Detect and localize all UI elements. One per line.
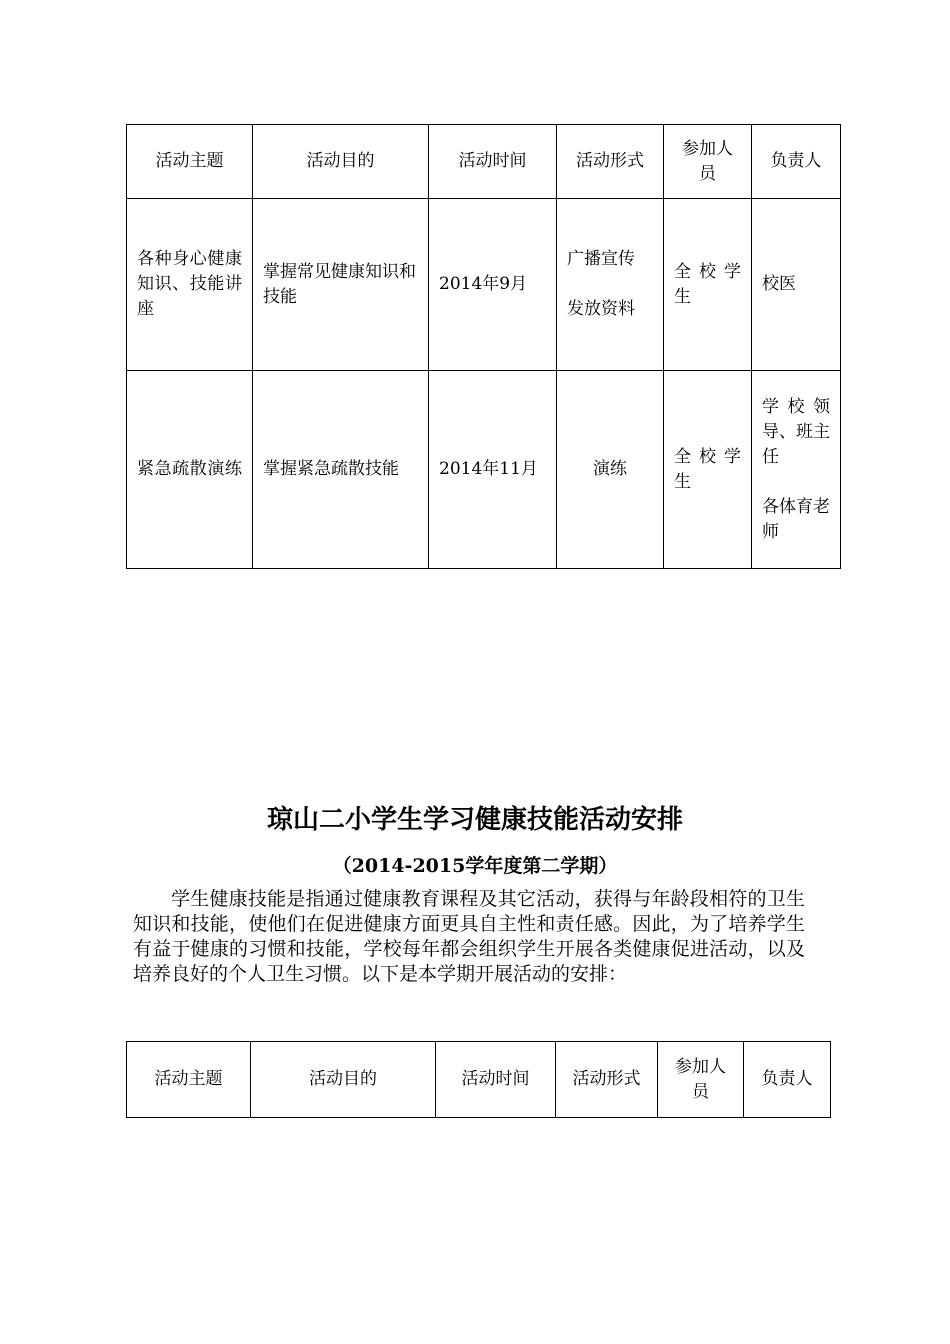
purpose-cell: 掌握常见健康知识和技能 [253, 199, 429, 371]
participants-cell: 全校学生 [664, 199, 752, 371]
form-line: 演练 [593, 459, 627, 479]
leader-line: 学校领导、班主任 [762, 396, 830, 467]
leader-line: 校医 [762, 274, 796, 294]
theme-cell: 紧急疏散演练 [127, 371, 253, 569]
header-cell: 负责人 [744, 1042, 831, 1118]
header-cell: 活动主题 [127, 125, 253, 199]
form-cell [557, 371, 664, 569]
form-cell [557, 199, 664, 371]
header-cell: 活动目的 [251, 1042, 436, 1118]
page-title: 琼山二小学生学习健康技能活动安排 [266, 805, 683, 835]
header-cell: 活动时间 [436, 1042, 556, 1118]
time-cell: 2014年9月 [429, 199, 557, 371]
header-cell: 负责人 [752, 125, 841, 199]
leader-cell [752, 199, 841, 371]
schedule-table-1 [126, 124, 841, 569]
header-cell: 参加人员 [658, 1042, 744, 1118]
purpose-cell: 掌握紧急疏散技能 [253, 371, 429, 569]
leader-cell [752, 371, 841, 569]
header-cell: 活动形式 [556, 1042, 658, 1118]
schedule-table-2 [126, 1041, 831, 1118]
header-cell: 活动形式 [557, 125, 664, 199]
participants-cell: 全校学生 [664, 371, 752, 569]
theme-cell: 各种身心健康知识、技能讲座 [127, 199, 253, 371]
page-subtitle: （2014-2015学年度第二学期） [332, 855, 618, 877]
header-cell: 活动目的 [253, 125, 429, 199]
intro-paragraph: 学生健康技能是指通过健康教育课程及其它活动，获得与年龄段相符的卫生知识和技能，使他们在促进健康方面更具自主性和责任感。因此，为了培养学生有益于健康的习惯和技能，学校每年都会组织学生开展各类健康促进活动，以及培养良好的个人卫生习惯。以下是本学期开展活动的安排： [133, 888, 805, 985]
form-line: 发放资料 [567, 299, 635, 319]
leader-line: 各体育老师 [762, 496, 830, 542]
header-cell: 活动主题 [127, 1042, 251, 1118]
table-row [127, 371, 841, 569]
form-line: 广播宣传 [567, 249, 635, 269]
header-cell: 参加人员 [664, 125, 752, 199]
header-cell: 活动时间 [429, 125, 557, 199]
table-header-row [127, 125, 841, 199]
time-cell: 2014年11月 [429, 371, 557, 569]
table-header-row [127, 1042, 831, 1118]
table-row [127, 199, 841, 371]
